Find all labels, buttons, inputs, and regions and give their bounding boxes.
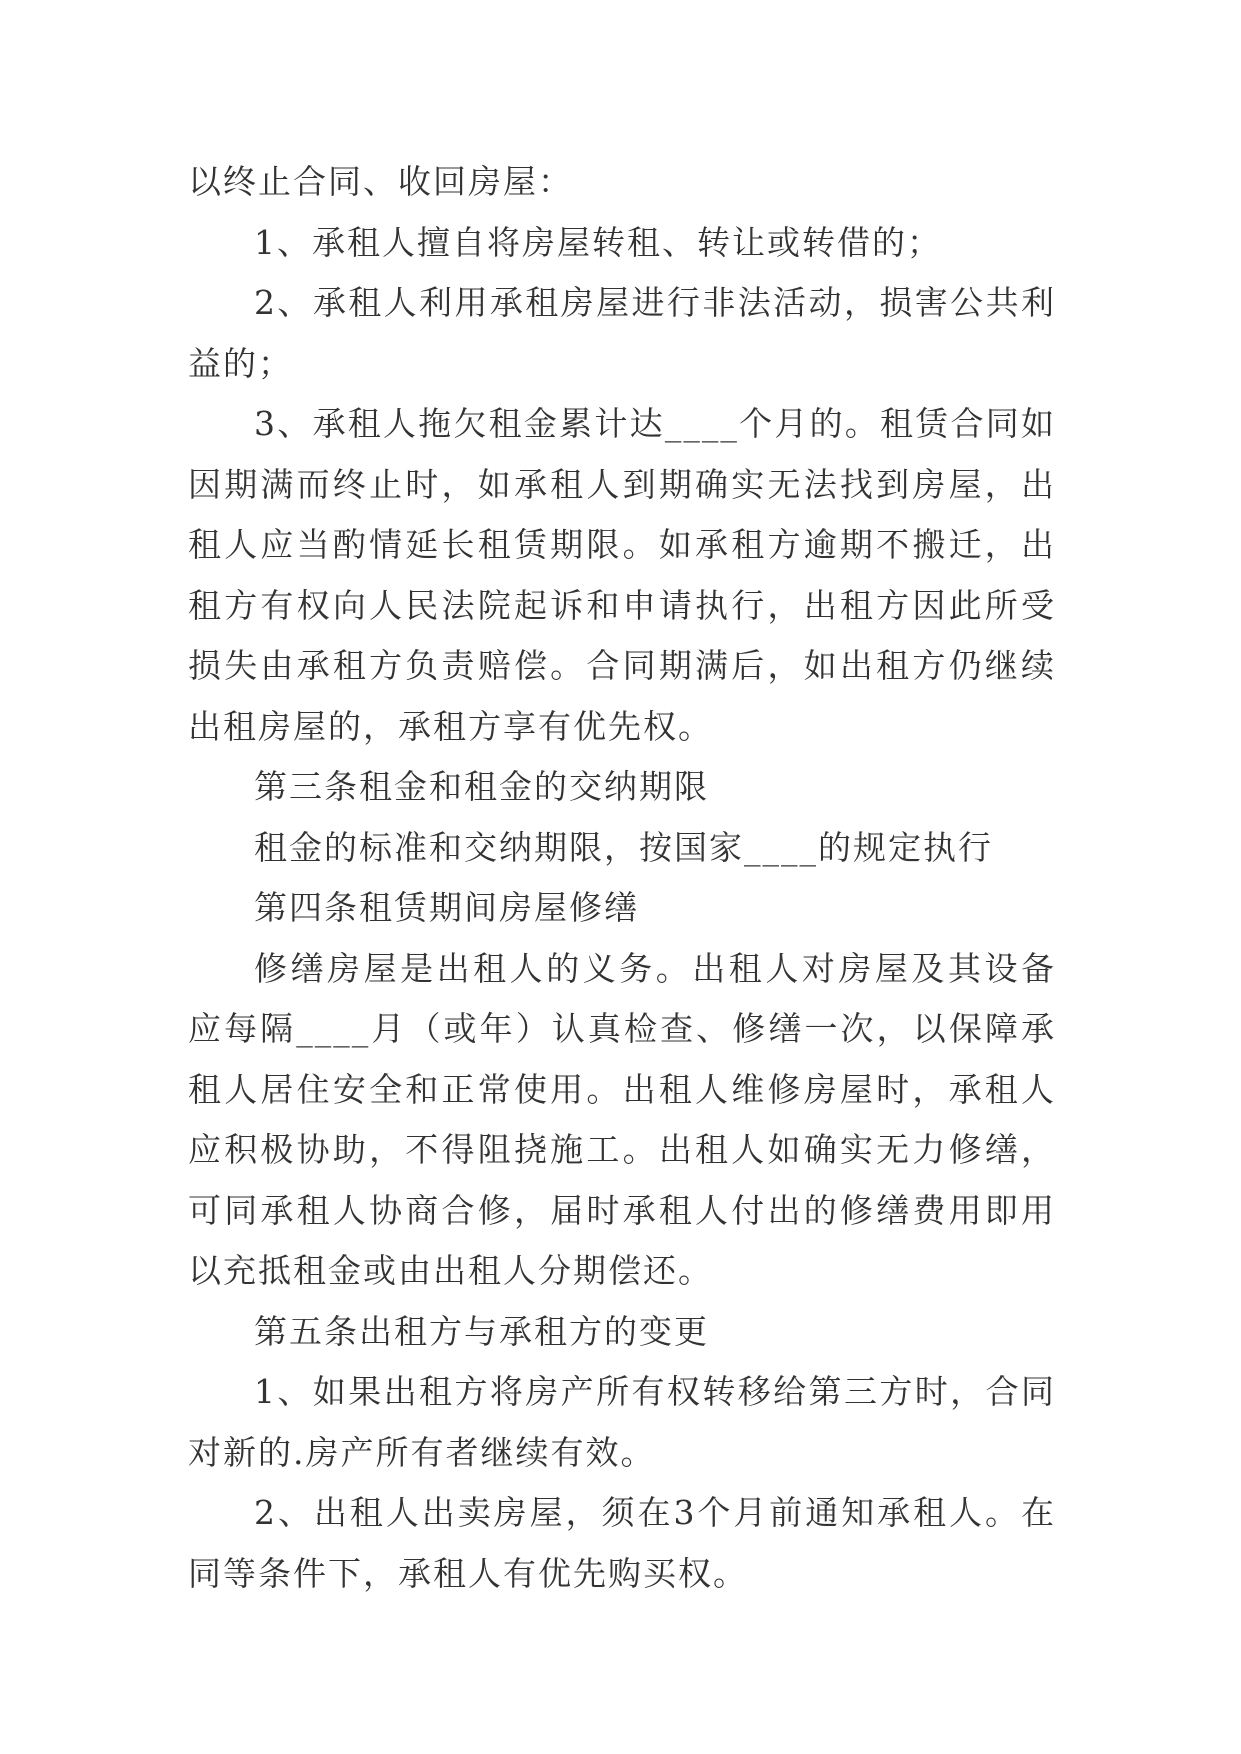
paragraph-rent-standard: 租金的标准和交纳期限，按国家____的规定执行 — [254, 827, 993, 867]
document-body — [188, 152, 1056, 1604]
paragraph-termination-intro: 以终止合同、收回房屋： — [188, 162, 573, 201]
paragraph-clause-1-sublet: 1、承租人擅自将房屋转租、转让或转借的； — [254, 222, 942, 262]
section-heading-article-4: 第四条租赁期间房屋修缮 — [254, 888, 639, 927]
paragraph-repair-obligation: 修缮房屋是出租人的义务。出租人对房屋及其设备应每隔____月（或年）认真检查、修缮一次，以保障承租人居住安全和正常使用。出租人维修房屋时，承租人应积极协助，不得阻挠施工。出租人如确实无力修缮，可同承租人协商合修，届时承租人付出的修缮费用即用以充抵租金或由出租人分期偿还。 — [188, 948, 1056, 1290]
paragraph-clause-2-illegal-use: 2、承租人利用承租房屋进行非法活动，损害公共利益的； — [188, 283, 1056, 383]
paragraph-clause-3-arrears: 3、承租人拖欠租金累计达____个月的。租赁合同如因期满而终止时，如承租人到期确实无法找到房屋，出租人应当酌情延长租赁期限。如承租方逾期不搬迁，出租方有权向人民法院起诉和申请执行，出租方因此所受损失由承租方负责赔偿。合同期满后，如出租方仍继续出租房屋的，承租方享有优先权。 — [188, 404, 1056, 746]
section-heading-article-3: 第三条租金和租金的交纳期限 — [254, 767, 709, 806]
section-heading-article-5: 第五条出租方与承租方的变更 — [254, 1311, 709, 1351]
paragraph-ownership-transfer: 1、如果出租方将房产所有权转移给第三方时，合同对新的.房产所有者继续有效。 — [188, 1372, 1056, 1472]
paragraph-sale-notice: 2、出租人出卖房屋，须在3个月前通知承租人。在同等条件下，承租人有优先购买权。 — [188, 1493, 1056, 1593]
